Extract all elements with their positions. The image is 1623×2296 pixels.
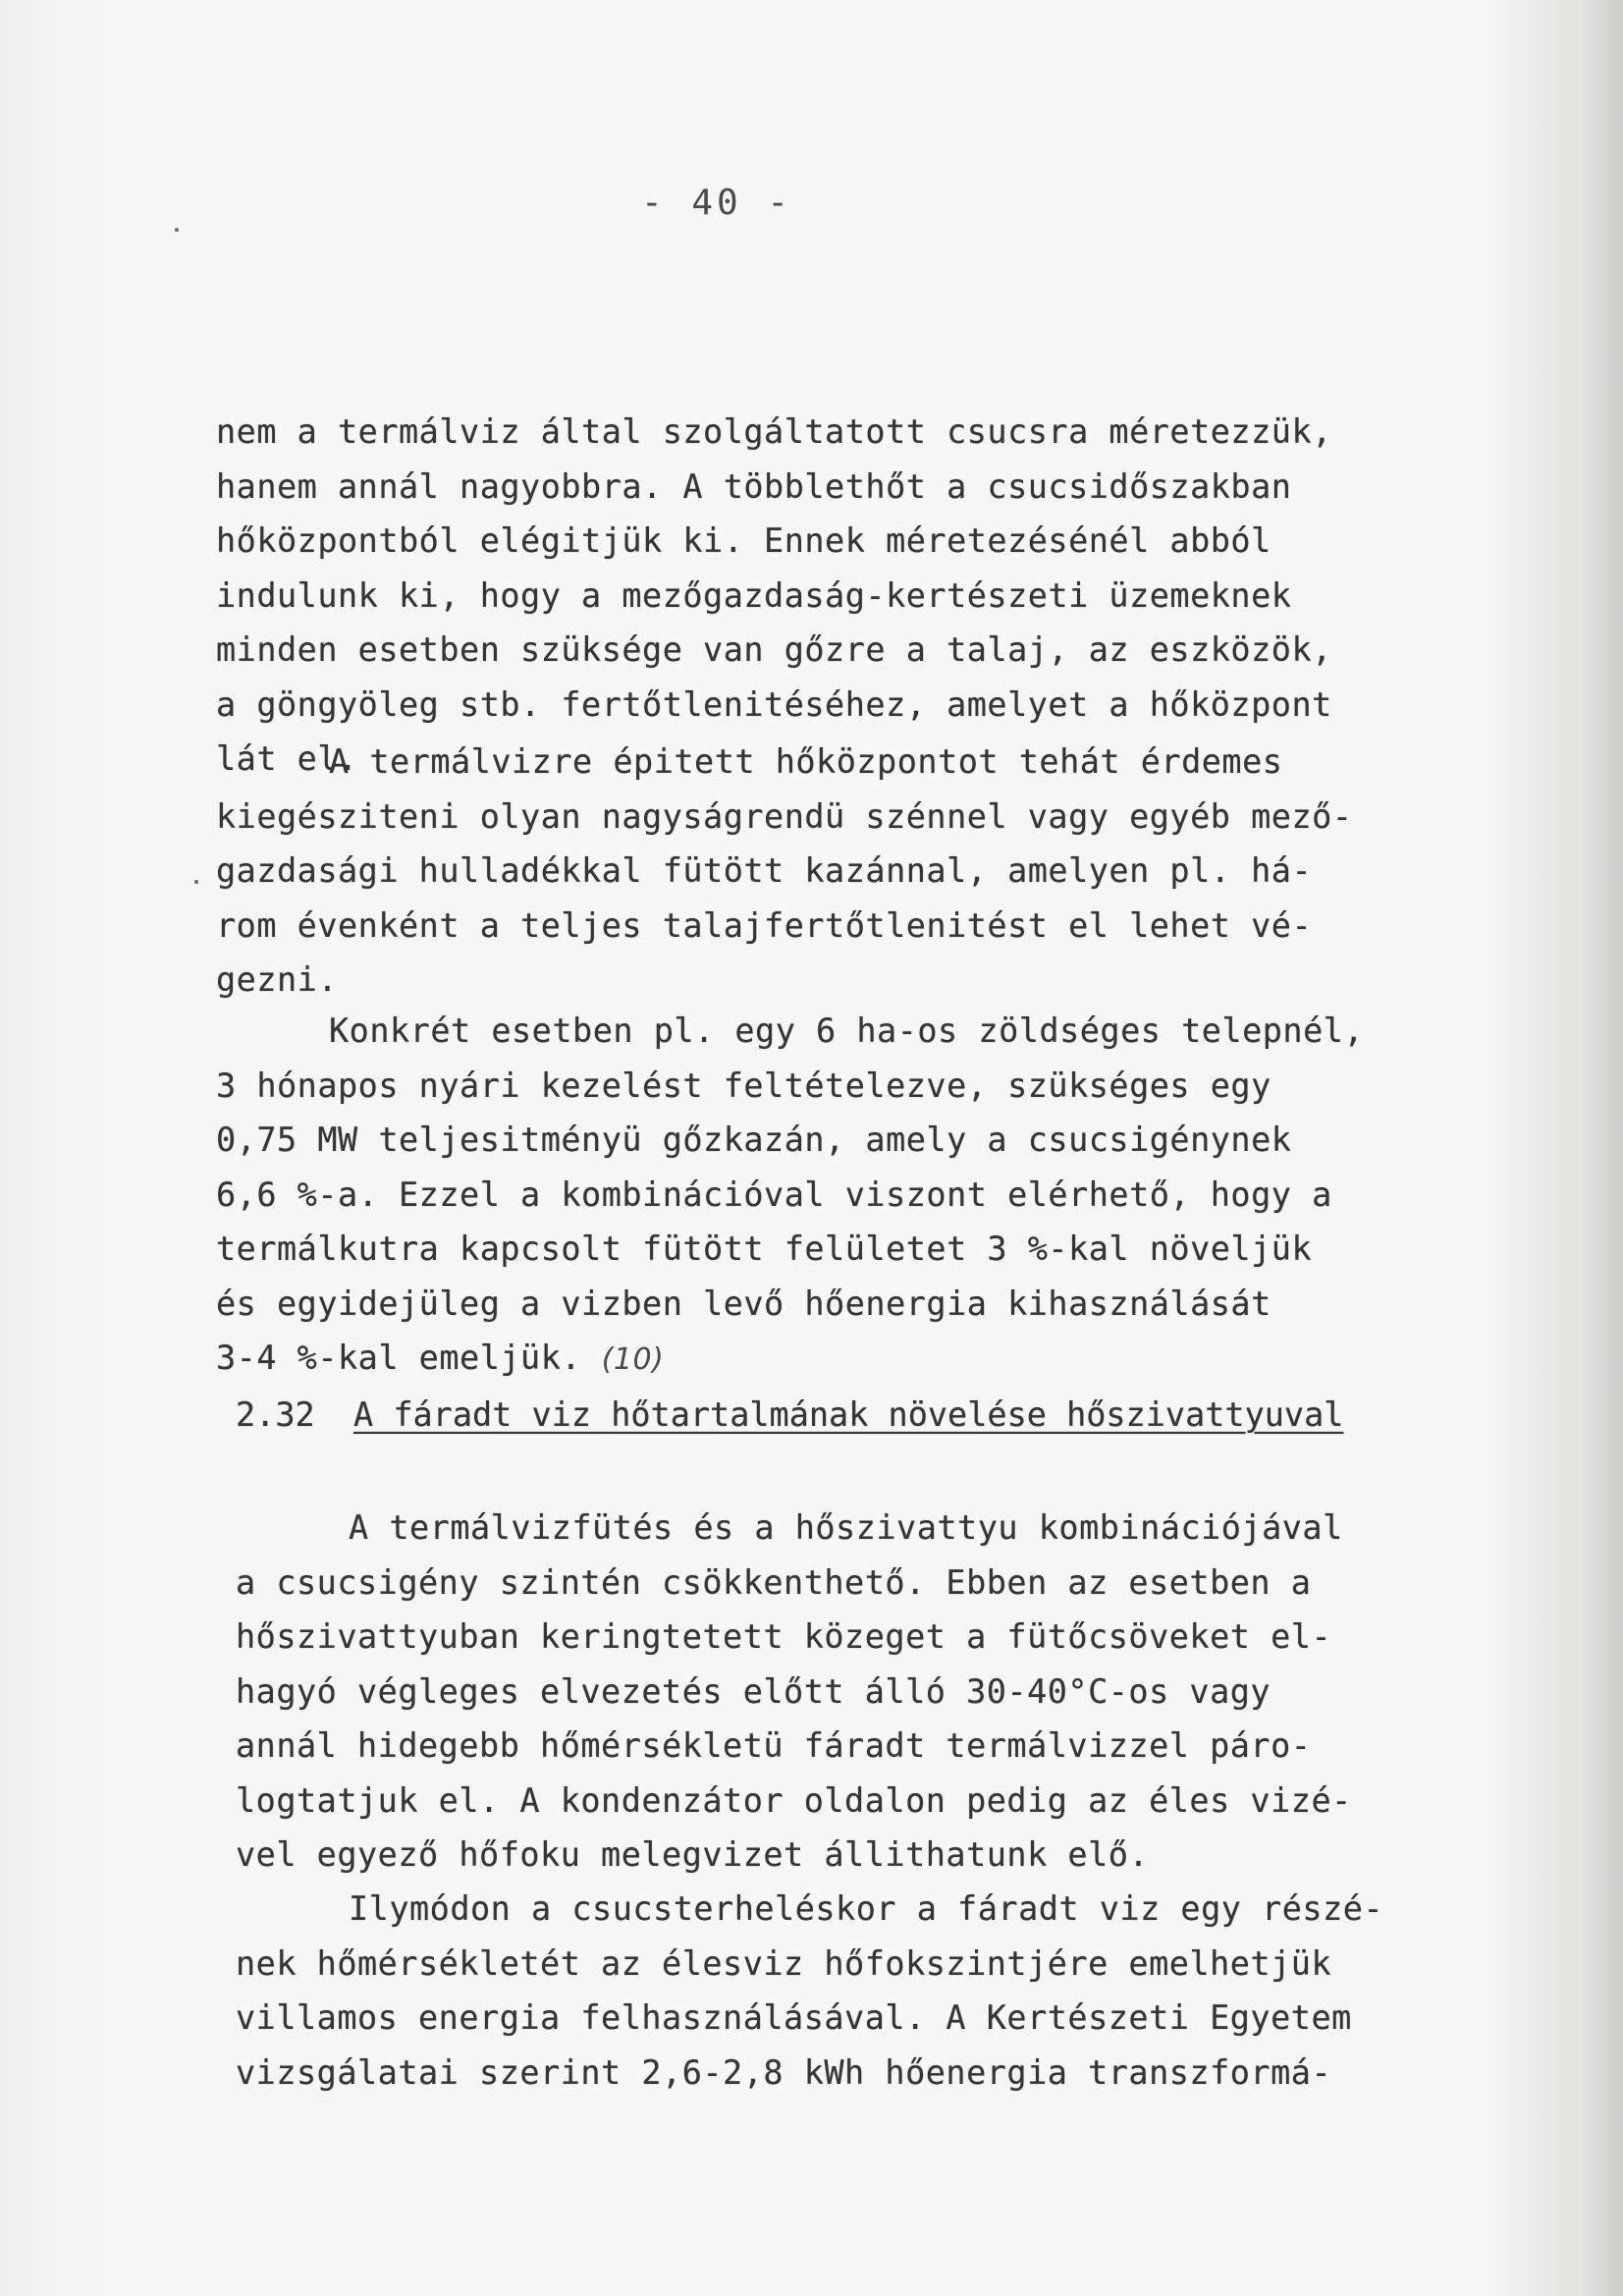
section-heading	[236, 1391, 1414, 1440]
text-line: vel egyező hőfoku melegvizet állithatunk elő.	[236, 1835, 1150, 1874]
scan-speck	[175, 228, 179, 232]
paragraph-2	[216, 735, 1375, 1008]
text-line: gazdasági hulladékkal fütött kazánnal, amelyen pl. há-	[216, 851, 1313, 890]
text-line: lát el.	[216, 739, 358, 778]
text-line: minden esetben szüksége van gőzre a talaj, az eszközök,	[216, 630, 1332, 669]
text-line: 3 hónapos nyári kezelést feltételezve, szükséges egy	[216, 1066, 1271, 1105]
text-line: A termálvizre épitett hőközpontot tehát érdemes	[329, 742, 1283, 781]
text-line: indulunk ki, hogy a mezőgazdaság-kertészeti üzemeknek	[216, 575, 1292, 615]
text-line: Ilymódon a csucsterheléskor a fáradt viz egy részé-	[349, 1889, 1384, 1928]
text-line: nek hőmérsékletét az élesviz hőfokszintjére emelhetjük	[236, 1943, 1332, 1983]
text-line: rom évenként a teljes talajfertőtlenitést el lehet vé-	[216, 905, 1313, 945]
text-line: nem a termálviz által szolgáltatott csucsra méretezzük,	[216, 412, 1332, 451]
paragraph-5	[236, 1882, 1394, 2100]
text-line: 6,6 %-a. Ezzel a kombinációval viszont elérhető, hogy a	[216, 1175, 1332, 1214]
section-title: A fáradt viz hőtartalmának növelése hőszivattyuval	[353, 1395, 1344, 1434]
paragraph-3	[216, 1004, 1375, 1386]
page-edge-shadow	[1486, 0, 1623, 2296]
text-line: hanem annál nagyobbra. A többlethőt a csucsidőszakban	[216, 466, 1292, 506]
section-number: 2.32	[236, 1395, 315, 1434]
text-line: vizsgálatai szerint 2,6-2,8 kWh hőenergia transzformá-	[236, 2052, 1332, 2092]
handwritten-reference-note: (10)	[601, 1342, 665, 1377]
text-line-content: 3-4 %-kal emeljük.	[216, 1339, 582, 1377]
text-line: és egyidejüleg a vizben levő hőenergia kihasználását	[216, 1284, 1271, 1323]
text-line: a csucsigény szintén csökkenthető. Ebben az esetben a	[236, 1562, 1312, 1602]
text-line: a göngyöleg stb. fertőtlenitéséhez, amelyet a hőközpont	[216, 684, 1332, 724]
text-line: Konkrét esetben pl. egy 6 ha-os zöldséges telepnél,	[329, 1011, 1365, 1050]
page-number: - 40 -	[640, 183, 793, 223]
scan-speck	[194, 880, 198, 884]
text-line: A termálvizfütés és a hőszivattyu kombinációjával	[349, 1508, 1343, 1547]
paragraph-1	[216, 405, 1375, 787]
text-line: logtatjuk el. A kondenzátor oldalon pedig az éles vizé-	[236, 1780, 1352, 1820]
text-line: hagyó végleges elvezetés előtt álló 30-40°C-os vagy	[236, 1671, 1271, 1711]
text-line: hőszivattyuban keringtetett közeget a fütőcsöveket el-	[236, 1617, 1332, 1656]
text-line: 0,75 MW teljesitményü gőzkazán, amely a csucsigénynek	[216, 1121, 1292, 1159]
text-line: villamos energia felhasználásával. A Kertészeti Egyetem	[236, 1998, 1352, 2037]
text-line: termálkutra kapcsolt fütött felületet 3 %-kal növeljük	[216, 1230, 1313, 1268]
text-line: gezni.	[216, 960, 339, 999]
text-line: hőközpontból elégitjük ki. Ennek méretezésénél abból	[216, 521, 1271, 560]
text-line: annál hidegebb hőmérsékletü fáradt termálvizzel páro-	[236, 1726, 1312, 1765]
text-line: kiegésziteni olyan nagyságrendü szénnel vagy egyéb mező-	[216, 796, 1353, 836]
paragraph-4	[236, 1501, 1394, 1883]
text-line	[216, 1331, 1375, 1386]
